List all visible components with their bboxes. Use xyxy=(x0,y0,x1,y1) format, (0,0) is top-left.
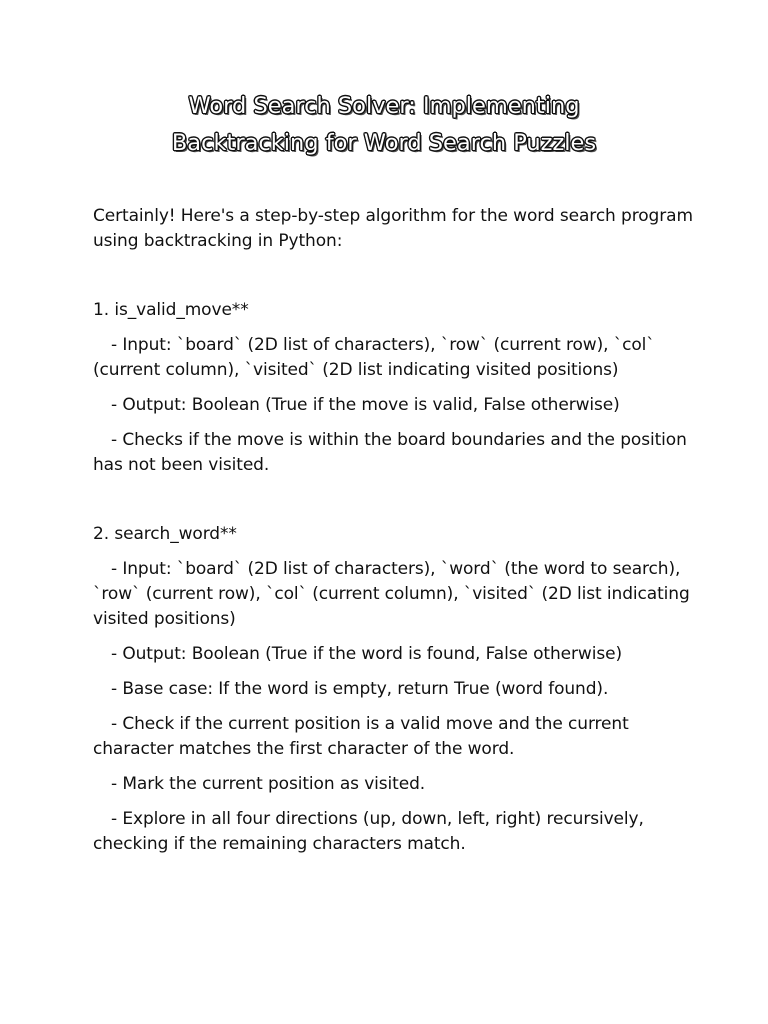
section-spacer xyxy=(93,488,693,522)
bullet-item: - Explore in all four directions (up, down, left, right) recursively, checking if the remaining characters match. xyxy=(93,809,644,854)
section-heading: 2. search_word** xyxy=(93,524,237,544)
section-heading: 1. is_valid_move** xyxy=(93,300,249,320)
bullet-item: - Input: `board` (2D list of characters), `row` (current row), `col` (current column), `visited` (2D list indicating visited positions) xyxy=(93,335,655,380)
bullet-item: - Check if the current position is a valid move and the current character matches the first character of the word. xyxy=(93,714,629,759)
document-title xyxy=(90,88,678,162)
bullet-item: - Input: `board` (2D list of characters), `word` (the word to search), `row` (current row), `col` (current column), `visited` (2D list indicating visited positions) xyxy=(93,559,690,629)
intro-paragraph: Certainly! Here's a step-by-step algorithm for the word search program using backtracking in Python: xyxy=(93,206,693,251)
title-line-2: Backtracking for Word Search Puzzles xyxy=(171,130,597,156)
title-line-1: Word Search Solver: Implementing xyxy=(188,93,580,119)
document-body xyxy=(93,204,693,867)
section-is-valid-move xyxy=(93,298,693,478)
section-search-word xyxy=(93,522,693,857)
bullet-item: - Output: Boolean (True if the word is found, False otherwise) xyxy=(111,644,622,664)
bullet-item: - Output: Boolean (True if the move is valid, False otherwise) xyxy=(111,395,620,415)
bullet-item: - Mark the current position as visited. xyxy=(111,774,426,794)
bullet-item: - Base case: If the word is empty, return True (word found). xyxy=(111,679,609,699)
bullet-item: - Checks if the move is within the board boundaries and the position has not been visited. xyxy=(93,430,687,475)
